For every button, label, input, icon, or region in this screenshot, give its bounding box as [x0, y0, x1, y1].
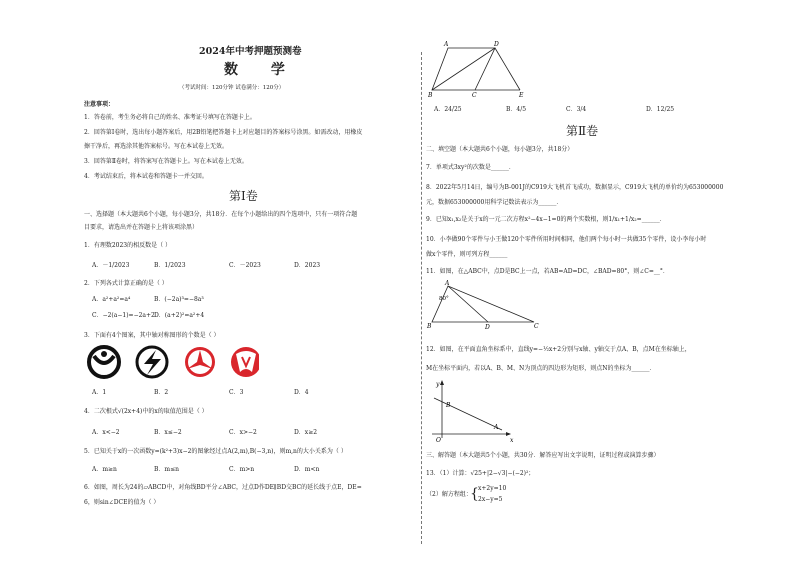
q8-stem-line2: 元，数据653000000用科学记数法表示为______． — [426, 199, 563, 206]
coordinate-figure — [428, 378, 518, 444]
q1-stem: 1．有理数2023的相反数是（ ） — [84, 242, 171, 249]
q4-option-c: C．x>−2 — [229, 429, 257, 436]
exam-meta: （考试时间：120分钟 试卷满分：120分） — [179, 85, 285, 91]
section1-intro-cont: 目要求，请选出并在答题卡上将该项涂黑） — [84, 224, 199, 231]
q1-option-d: D．2023 — [294, 262, 321, 269]
q13-part2: （2）解方程组： — [426, 491, 472, 498]
triangle-figure — [426, 280, 541, 330]
q1-option-a: A．－1/2023 — [92, 262, 130, 269]
q6-stem-line1: 6．如图，周长为24的▱ABCD中，对角线BD平分∠ABC，过点D作DE∥BD交BC的延长线于点E，DE= — [84, 484, 362, 491]
pattern-2-icon — [137, 347, 167, 377]
part2-heading: 第Ⅱ卷 — [566, 124, 599, 138]
label-e: E — [519, 92, 524, 98]
q3-option-c: C．3 — [229, 389, 244, 396]
q10-stem-line2: 做x个零件，则可列方程______ — [426, 251, 508, 258]
q13-equation-1: x+2y=10 — [478, 485, 507, 492]
parallelogram-figure — [428, 40, 533, 98]
q4-option-b: B．x≤−2 — [154, 429, 182, 436]
pattern-1-icon — [89, 347, 119, 377]
system-brace: { — [470, 486, 479, 502]
q13-equation-2: 2x−y=5 — [478, 496, 503, 503]
q3-patterns — [84, 344, 259, 380]
q12-stem-line2: M在坐标平面内，若以A、B、M、N为顶点的四边形为矩形，则点N的坐标为______． — [426, 365, 656, 372]
q5-stem: 5．已知关于x的一次函数y=(k²+3)x−2的图象经过点A(2,m),B(−3,n)，则m,n的大小关系为（ ） — [84, 448, 347, 455]
q9-stem: 9．已知x₁,x₂是关于x的一元二次方程x²−4x−1=0的两个实数根，则1/x₁+1/x₂=______． — [426, 216, 666, 223]
q4-stem: 4．二次根式√(2x+4)中的x的取值范围是（ ） — [84, 408, 208, 415]
q13-part1: 13．（1）计算：√25+|2−√3|−(−2)²； — [426, 470, 535, 477]
q2-stem: 2．下列各式计算正确的是（ ） — [84, 280, 168, 287]
q3-option-b: B．2 — [154, 389, 169, 396]
notes-heading: 注意事项： — [84, 101, 115, 108]
q5-option-c: C．m>n — [229, 466, 255, 473]
label-d: D — [485, 324, 490, 330]
q2-option-a: A．a²+a²=a⁴ — [92, 296, 131, 303]
q2-option-c: C．−2(a−1)=−2a+2 — [92, 312, 155, 319]
axis-y-label: y — [436, 381, 440, 388]
note-item: 擦干净后，再选涂其他答案标号。写在本试卷上无效。 — [84, 143, 229, 150]
q12-stem-line1: 12．如图，在平面直角坐标系中，直线y=−½x+2分别与x轴、y轴交于点A、B，点M在坐标轴上， — [426, 346, 691, 353]
q6-option-a: A．24/25 — [434, 106, 462, 113]
label-c: C — [472, 92, 477, 98]
q6-option-b: B．4/5 — [506, 106, 527, 113]
q4-option-a: A．x<−2 — [92, 429, 120, 436]
q6-option-c: C．3/4 — [566, 106, 587, 113]
origin-label: O — [436, 437, 441, 444]
label-c: C — [534, 323, 539, 330]
q7-stem: 7．单项式3xy²的次数是______． — [426, 164, 515, 171]
q3-option-d: D．4 — [294, 389, 309, 396]
q1-option-b: B．1/2023 — [154, 262, 186, 269]
pattern-3-icon — [185, 347, 215, 377]
q6-stem-line2: 6，则sin∠DCE的值为（ ） — [84, 499, 160, 506]
label-a: A — [445, 280, 450, 287]
q2-option-b: B．(−2a)³=−8a³ — [154, 296, 204, 303]
q2-option-d: D．(a+2)²=a²+4 — [154, 312, 205, 319]
note-item: 1．答卷前，考生务必将自己的姓名、准考证号填写在答题卡上。 — [84, 114, 256, 121]
section3-intro: 三、解答题（本大题共5个小题，共30分．解答应写出文字说明，证明过程或演算步骤） — [426, 452, 660, 459]
q8-stem-line1: 8．2022年5月14日，编号为B-001J的C919大飞机首飞成功，数据显示，C919大飞机的单价约为653000000 — [426, 184, 724, 191]
label-d: D — [494, 41, 499, 48]
label-b: B — [428, 92, 433, 98]
q1-option-c: C．－2023 — [229, 262, 261, 269]
part1-heading: 第Ⅰ卷 — [229, 189, 258, 203]
q5-option-b: B．m≤n — [154, 466, 179, 473]
label-a: A — [494, 424, 499, 431]
subject-title: 数 学 — [224, 62, 299, 78]
axis-x-label: x — [510, 437, 514, 444]
label-b: B — [427, 323, 432, 330]
q3-stem: 3．下面有4个图案，其中轴对称图形的个数是（ ） — [84, 332, 220, 339]
angle-label: 80° — [439, 296, 449, 302]
q11-stem: 11．如图，在△ABC中，点D是BC上一点，若AB=AD=DC，∠BAD=80°，则∠C=__°． — [426, 268, 669, 275]
q5-option-a: A．m≥n — [92, 466, 117, 473]
note-item: 4．考试结束后，将本试卷和答题卡一并交回。 — [84, 173, 208, 180]
q10-stem-line1: 10．小李做90个零件与小王做120个零件所用时间相同，他们两个每小时一共做35个零件，设小李每小时 — [426, 236, 707, 243]
label-a: A — [444, 41, 449, 48]
note-item: 2．回答第Ⅰ卷时，选出每小题答案后，用2B铅笔把答题卡上对应题目的答案标号涂黑。如需改动，用橡皮 — [84, 129, 363, 136]
column-divider — [421, 52, 422, 544]
section1-intro: 一、选择题（本大题共6个小题，每小题3分，共18分．在每个小题给出的四个选项中，只有一项符合题 — [84, 211, 358, 218]
pattern-4-icon — [231, 347, 259, 377]
q3-option-a: A．1 — [92, 389, 107, 396]
exam-title: 2024年中考押题预测卷 — [199, 46, 302, 57]
label-b: B — [446, 402, 451, 409]
q4-option-d: D．x≥2 — [294, 429, 318, 436]
section2-intro: 二、填空题（本大题共6个小题，每小题3分，共18分） — [426, 146, 574, 153]
note-item: 3．回答第Ⅱ卷时，将答案写在答题卡上。写在本试卷上无效。 — [84, 158, 248, 165]
q5-option-d: D．m<n — [294, 466, 320, 473]
q6-option-d: D．12/25 — [646, 106, 675, 113]
